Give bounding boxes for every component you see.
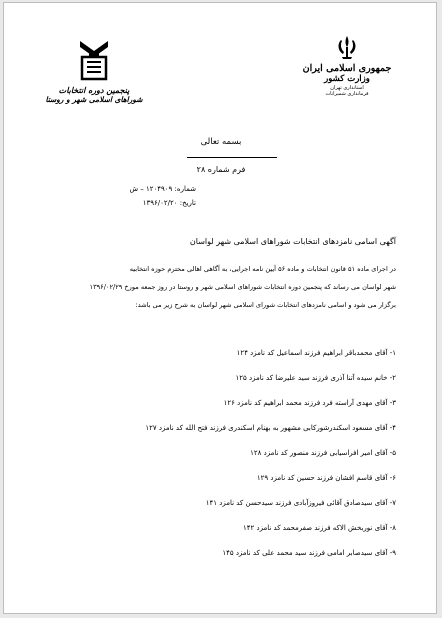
iran-emblem-icon [336,35,358,61]
intro-paragraph-line-3: برگزار می شود و اسامی نامزدهای انتخابات شورای اسلامی شهر لواسان به شرح زیر می باشد: [135,301,396,309]
ballot-box-icon [72,37,116,83]
ministry-logo [302,35,392,97]
candidate-item: ۹- آقای سیدصابر امامی فرزند سید محمد علی کد نامزد ۱۴۵ [222,549,396,557]
candidate-item: ۲- خانم سیده آتنا آذری فرزند سید علیرضا کد نامزد ۱۲۵ [235,374,396,382]
form-number: فرم شماره ۲۸ [196,165,246,174]
candidate-item: ۵- آقای امیر افراسیابی فرزند منصور کد نامزد ۱۲۸ [250,449,396,457]
logo-text-election-round: پنجمین دوره انتخابات [58,85,130,95]
candidate-item: ۷- آقای سیدصادق آقائی فیروزآبادی فرزند سیدحسن کد نامزد ۱۴۱ [205,499,396,507]
logo-text-governorate: فرمانداری شمیرانات [325,91,369,97]
logo-text-ministry: وزارت کشور [324,74,370,84]
candidate-item: ۴- آقای مسعود اسکندرشورکابی مشهور به بهنام اسکندری فرزند فتح الله کد نامزد ۱۲۷ [145,424,396,432]
notice-title: آگهی اسامی نامزدهای انتخابات شوراهای اسلامی شهر لواسان [189,237,396,246]
document-page [3,2,437,614]
logo-text-province: استانداری تهران [330,85,364,91]
bismillah-heading: بسمه تعالی [200,137,242,147]
letter-date: تاریخ: ۱۳۹۶/۰۲/۲۰ [142,199,196,207]
letter-number: شماره: ۱۲۰۴۹۰۹ – ش [129,185,196,193]
divider [187,157,277,158]
candidate-item: ۸- آقای نوربخش الاکه فرزند صفرمحمد کد نامزد ۱۴۲ [243,524,396,532]
election-logo [44,37,144,105]
intro-paragraph-line-1: در اجرای ماده ۵۱ قانون انتخابات و ماده ۵۶ آیین نامه اجرایی، به آگاهی اهالی محترم حوزه انتخابیه [129,265,396,273]
candidate-item: ۶- آقای قاسم افشان فرزند حسین کد نامزد ۱۲۹ [256,474,396,482]
intro-paragraph-line-2: شهر لواسان می رساند که پنجمین دوره انتخابات شوراهای اسلامی شهر و روستا در روز جمعه مورخ ۱۳۹۶/۰۲/۲۹ [89,283,396,291]
candidate-item: ۱- آقای محمدباقر ابراهیم فرزند اسماعیل کد نامزد ۱۲۴ [236,349,396,357]
logo-text-republic: جمهوری اسلامی ایران [302,63,392,74]
candidate-item: ۳- آقای مهدی آراسته فرد فرزند محمد ابراهیم کد نامزد ۱۲۶ [223,399,396,407]
logo-text-councils: شوراهای اسلامی شهر و روستا [45,95,143,104]
